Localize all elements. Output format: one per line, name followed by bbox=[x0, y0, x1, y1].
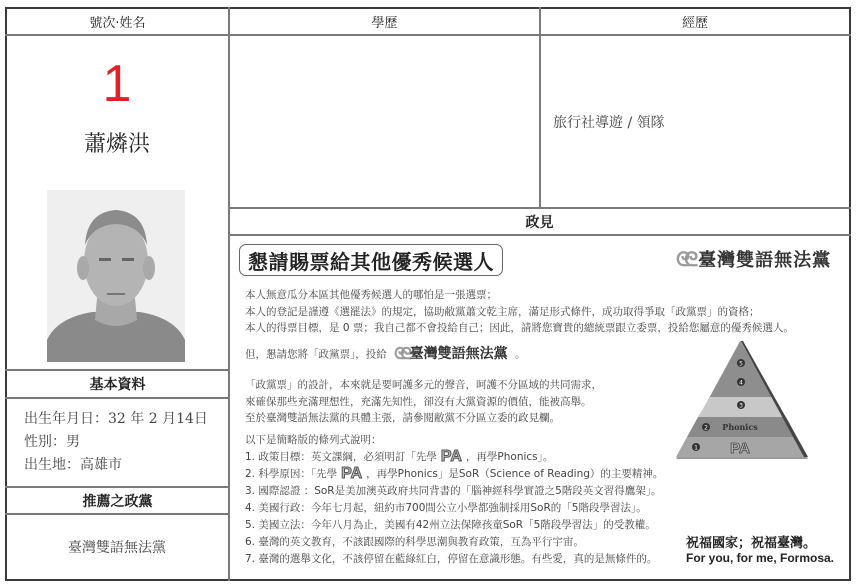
ribbon-logo-icon: ᘓᘓ bbox=[394, 344, 407, 363]
list-item-3: 3. 國際認證 ：SoR是美加澳英政府共同背書的「腦神經科學實證之5階段英文習得鷹架」。 bbox=[245, 485, 662, 497]
party-vote-line bbox=[245, 346, 525, 363]
design-line: 「政黨票」的設計，本來就是要呵護多元的聲音，呵護不分區域的共同需求， bbox=[245, 379, 602, 391]
gender: 性別：男 bbox=[24, 434, 80, 450]
experience-item: 旅行社導遊 / 領隊 bbox=[553, 115, 665, 131]
platform-intro bbox=[245, 287, 794, 337]
list-text: ，再學Phonics」是SoR（Science of Reading）的主要精神。 bbox=[366, 468, 664, 480]
design-line: 來確保那些充滿理想性，充滿先知性，卻沒有大黨資源的價值，能被高舉。 bbox=[245, 395, 592, 408]
header-basic-info: 基本資料 bbox=[89, 377, 146, 393]
platform-design bbox=[245, 377, 602, 427]
list-text: ，再學Phonics」。 bbox=[465, 451, 554, 463]
pyramid-label-pa: PA bbox=[730, 440, 750, 457]
platform-slogan: 懇請賜票給其他優秀候選人 bbox=[239, 244, 503, 276]
intro-line: 本人的登記是謹遵《選罷法》的規定，協助敝黨蕭文乾主席，滿足形式條件，成功取得爭取「政黨票」的資格； bbox=[245, 305, 760, 318]
ribbon-logo-icon: ᘓᘓ bbox=[676, 247, 693, 271]
party-logo-name: 臺灣雙語無法黨 bbox=[698, 250, 832, 271]
pyramid-level-3: 3 bbox=[739, 402, 743, 410]
list-intro: 以下是簡略版的條列式說明： bbox=[245, 434, 382, 446]
divider-education-experience bbox=[539, 7, 541, 208]
birthdate: 出生年月日：32 年 2 月14日 bbox=[24, 411, 208, 427]
candidate-photo bbox=[47, 190, 185, 362]
list-item-2 bbox=[245, 466, 663, 483]
pyramid-level-2: 2 bbox=[704, 424, 708, 432]
header-recommended-party: 推薦之政黨 bbox=[82, 493, 153, 510]
recommended-party-value: 臺灣雙語無法黨 bbox=[68, 540, 166, 556]
list-item-7: 7. 臺灣的選舉文化，不該停留在藍綠紅白，停留在意識形態。有些愛，真的是無條件的。 bbox=[245, 553, 658, 565]
divider-party-bottom bbox=[5, 513, 229, 515]
divider-basic-info-bottom bbox=[5, 397, 229, 399]
header-experience: 經歷 bbox=[681, 16, 708, 31]
platform-list bbox=[245, 432, 663, 568]
party-logo bbox=[676, 246, 831, 272]
inline-party-name: 臺灣雙語無法黨 bbox=[409, 346, 508, 362]
party-vote-prefix: 但，懇請您將「政黨票」，投給 bbox=[245, 348, 387, 361]
blessing-text: 祝福國家；祝福臺灣。 bbox=[686, 536, 817, 551]
list-text: 1. 政策目標：英文課綱，必須明訂「先學 bbox=[245, 451, 437, 463]
list-item-4: 4. 美國行政：今年七月起，紐約市700間公立小學都強制採用SoR的「5階段學習法」。 bbox=[245, 502, 647, 514]
pyramid-label-phonics: Phonics bbox=[722, 422, 758, 432]
list-item-5: 5. 美國立法：今年八月為止，美國有42州立法保障孩童SoR「5階段學習法」的受教權。 bbox=[245, 519, 656, 531]
divider-header-row bbox=[5, 34, 851, 36]
list-item-6: 6. 臺灣的英文教育，不該跟國際的科學思潮與教育政策，互為平行宇宙。 bbox=[245, 536, 584, 548]
pyramid-level-5: 5 bbox=[739, 360, 743, 368]
pyramid-level-1: 1 bbox=[694, 444, 698, 452]
design-line: 至於臺灣雙語無法黨的具體主張，請參閱敝黨不分區立委的政見欄。 bbox=[245, 412, 560, 424]
candidate-number: 1 bbox=[102, 55, 132, 113]
header-number-name: 號次·姓名 bbox=[89, 16, 146, 31]
header-education: 學歷 bbox=[371, 16, 398, 31]
pyramid-level-4: 4 bbox=[739, 379, 743, 387]
intro-line: 本人的得票目標，是 0 票；我自己都不會投給自己；因此，請將您寶貴的總統票跟立委票，投給您屬意的優秀候選人。 bbox=[245, 322, 794, 334]
list-item-1 bbox=[245, 449, 663, 466]
motto-text: For you, for me, Formosa. bbox=[686, 551, 835, 565]
pa-badge-icon: PA bbox=[341, 465, 363, 482]
party-vote-suffix: 。 bbox=[514, 348, 526, 361]
header-platform: 政見 bbox=[525, 214, 554, 231]
divider-platform-header-bottom bbox=[228, 234, 851, 236]
list-text: 2. 科學原因：「先學 bbox=[245, 468, 338, 480]
sor-pyramid-diagram bbox=[676, 341, 808, 459]
intro-line: 本人無意瓜分本區其他優秀候選人的哪怕是一張選票； bbox=[245, 289, 497, 301]
basic-info bbox=[24, 408, 208, 477]
candidate-name: 蕭燐洪 bbox=[83, 132, 150, 157]
inline-party-logo bbox=[394, 346, 508, 363]
birthplace: 出生地：高雄市 bbox=[24, 457, 122, 473]
pa-badge-icon: PA bbox=[440, 448, 462, 465]
